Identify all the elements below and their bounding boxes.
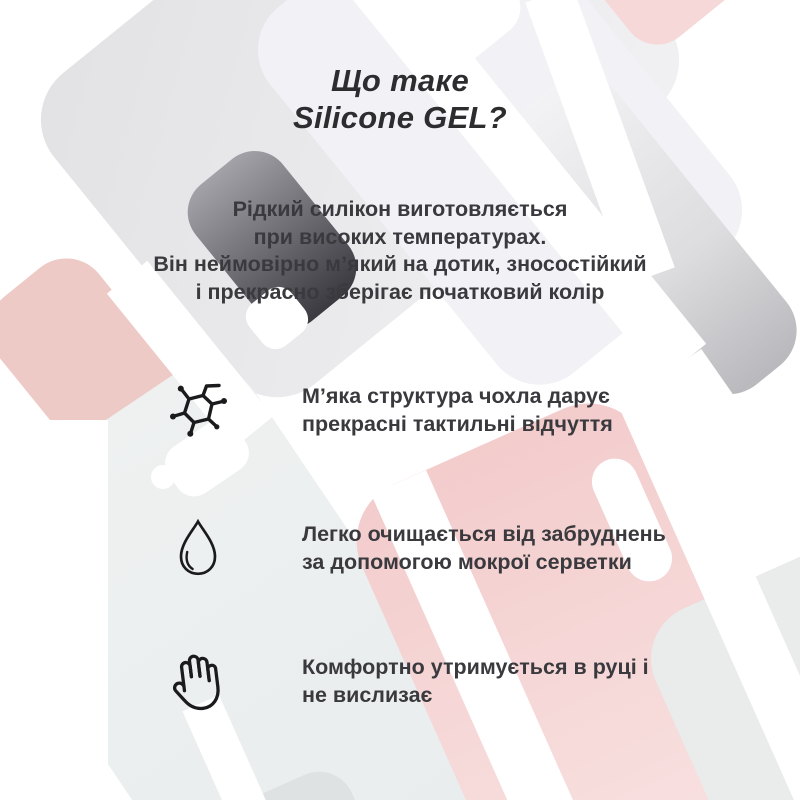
molecule-icon [163, 375, 233, 445]
page-title-line1: Що таке [330, 63, 470, 98]
intro-line: Він неймовірно м’який на дотик, зносостійкий [153, 252, 647, 276]
water-drop-icon [163, 513, 233, 583]
page-title-line2: Silicone GEL? [292, 100, 508, 135]
feature-text-line1: Комфортно утримується в руці і [302, 654, 649, 679]
feature-text-line1: Легко очищається від забруднень [302, 521, 666, 546]
feature-comfort-grip [163, 646, 763, 716]
page-title [0, 62, 800, 136]
feature-text-line2: не вислизає [302, 683, 433, 707]
feature-text-line1: М’яка структура чохла дарує [302, 383, 610, 408]
intro-line: Рідкий силікон виготовляється [232, 197, 568, 221]
feature-text-line2: за допомогою мокрої серветки [302, 550, 632, 574]
feature-text [302, 382, 613, 439]
intro-line: і прекрасно зберігає початковий колір [195, 279, 605, 304]
feature-text [302, 653, 649, 710]
feature-soft-structure [163, 375, 763, 445]
hand-icon [163, 646, 233, 716]
intro-line: при високих температурах. [253, 224, 547, 249]
feature-text [302, 520, 666, 577]
intro-paragraph [0, 196, 800, 306]
feature-text-line2: прекрасні тактильні відчуття [302, 412, 613, 436]
feature-easy-cleaning [163, 513, 763, 583]
